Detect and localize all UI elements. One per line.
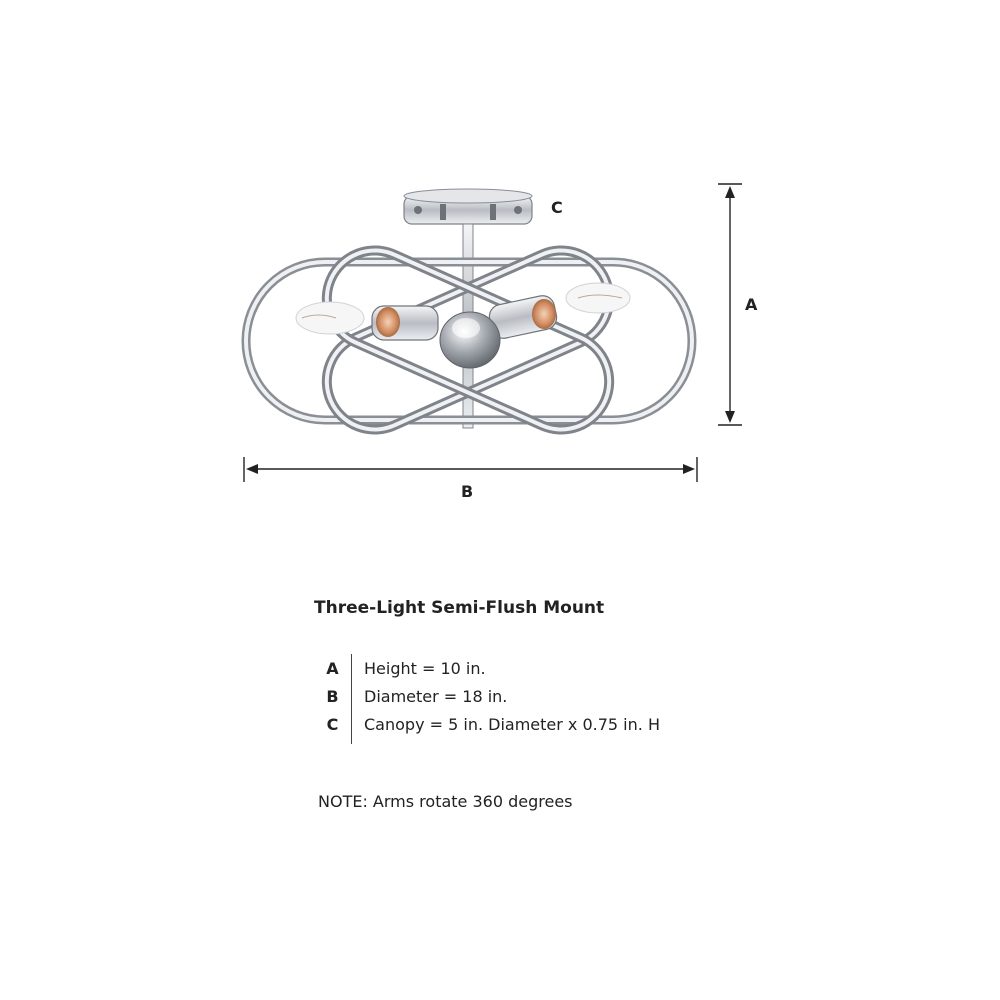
- dimension-b-diameter: [244, 457, 697, 482]
- canopy: [404, 189, 532, 224]
- product-title: Three-Light Semi-Flush Mount: [314, 598, 605, 618]
- spec-value: Canopy = 5 in. Diameter x 0.75 in. H: [364, 714, 660, 734]
- spec-letter: A: [326, 658, 339, 678]
- dimension-label-a: A: [745, 295, 758, 314]
- spec-value: Diameter = 18 in.: [364, 686, 508, 706]
- dimension-a-height: [718, 184, 742, 425]
- spec-letter: B: [326, 686, 339, 706]
- dimension-label-c: C: [551, 198, 563, 217]
- spec-row: [314, 682, 660, 710]
- rotation-note: NOTE: Arms rotate 360 degrees: [318, 792, 573, 811]
- dimension-label-b: B: [461, 482, 474, 501]
- spec-row: [314, 710, 660, 738]
- spec-letter: C: [326, 714, 339, 734]
- center-hub: [440, 312, 500, 368]
- spec-divider-line: [351, 654, 352, 744]
- light-fixture-illustration: [246, 189, 692, 445]
- spec-value: Height = 10 in.: [364, 658, 486, 678]
- specification-list: [314, 654, 660, 738]
- spec-row: [314, 654, 660, 682]
